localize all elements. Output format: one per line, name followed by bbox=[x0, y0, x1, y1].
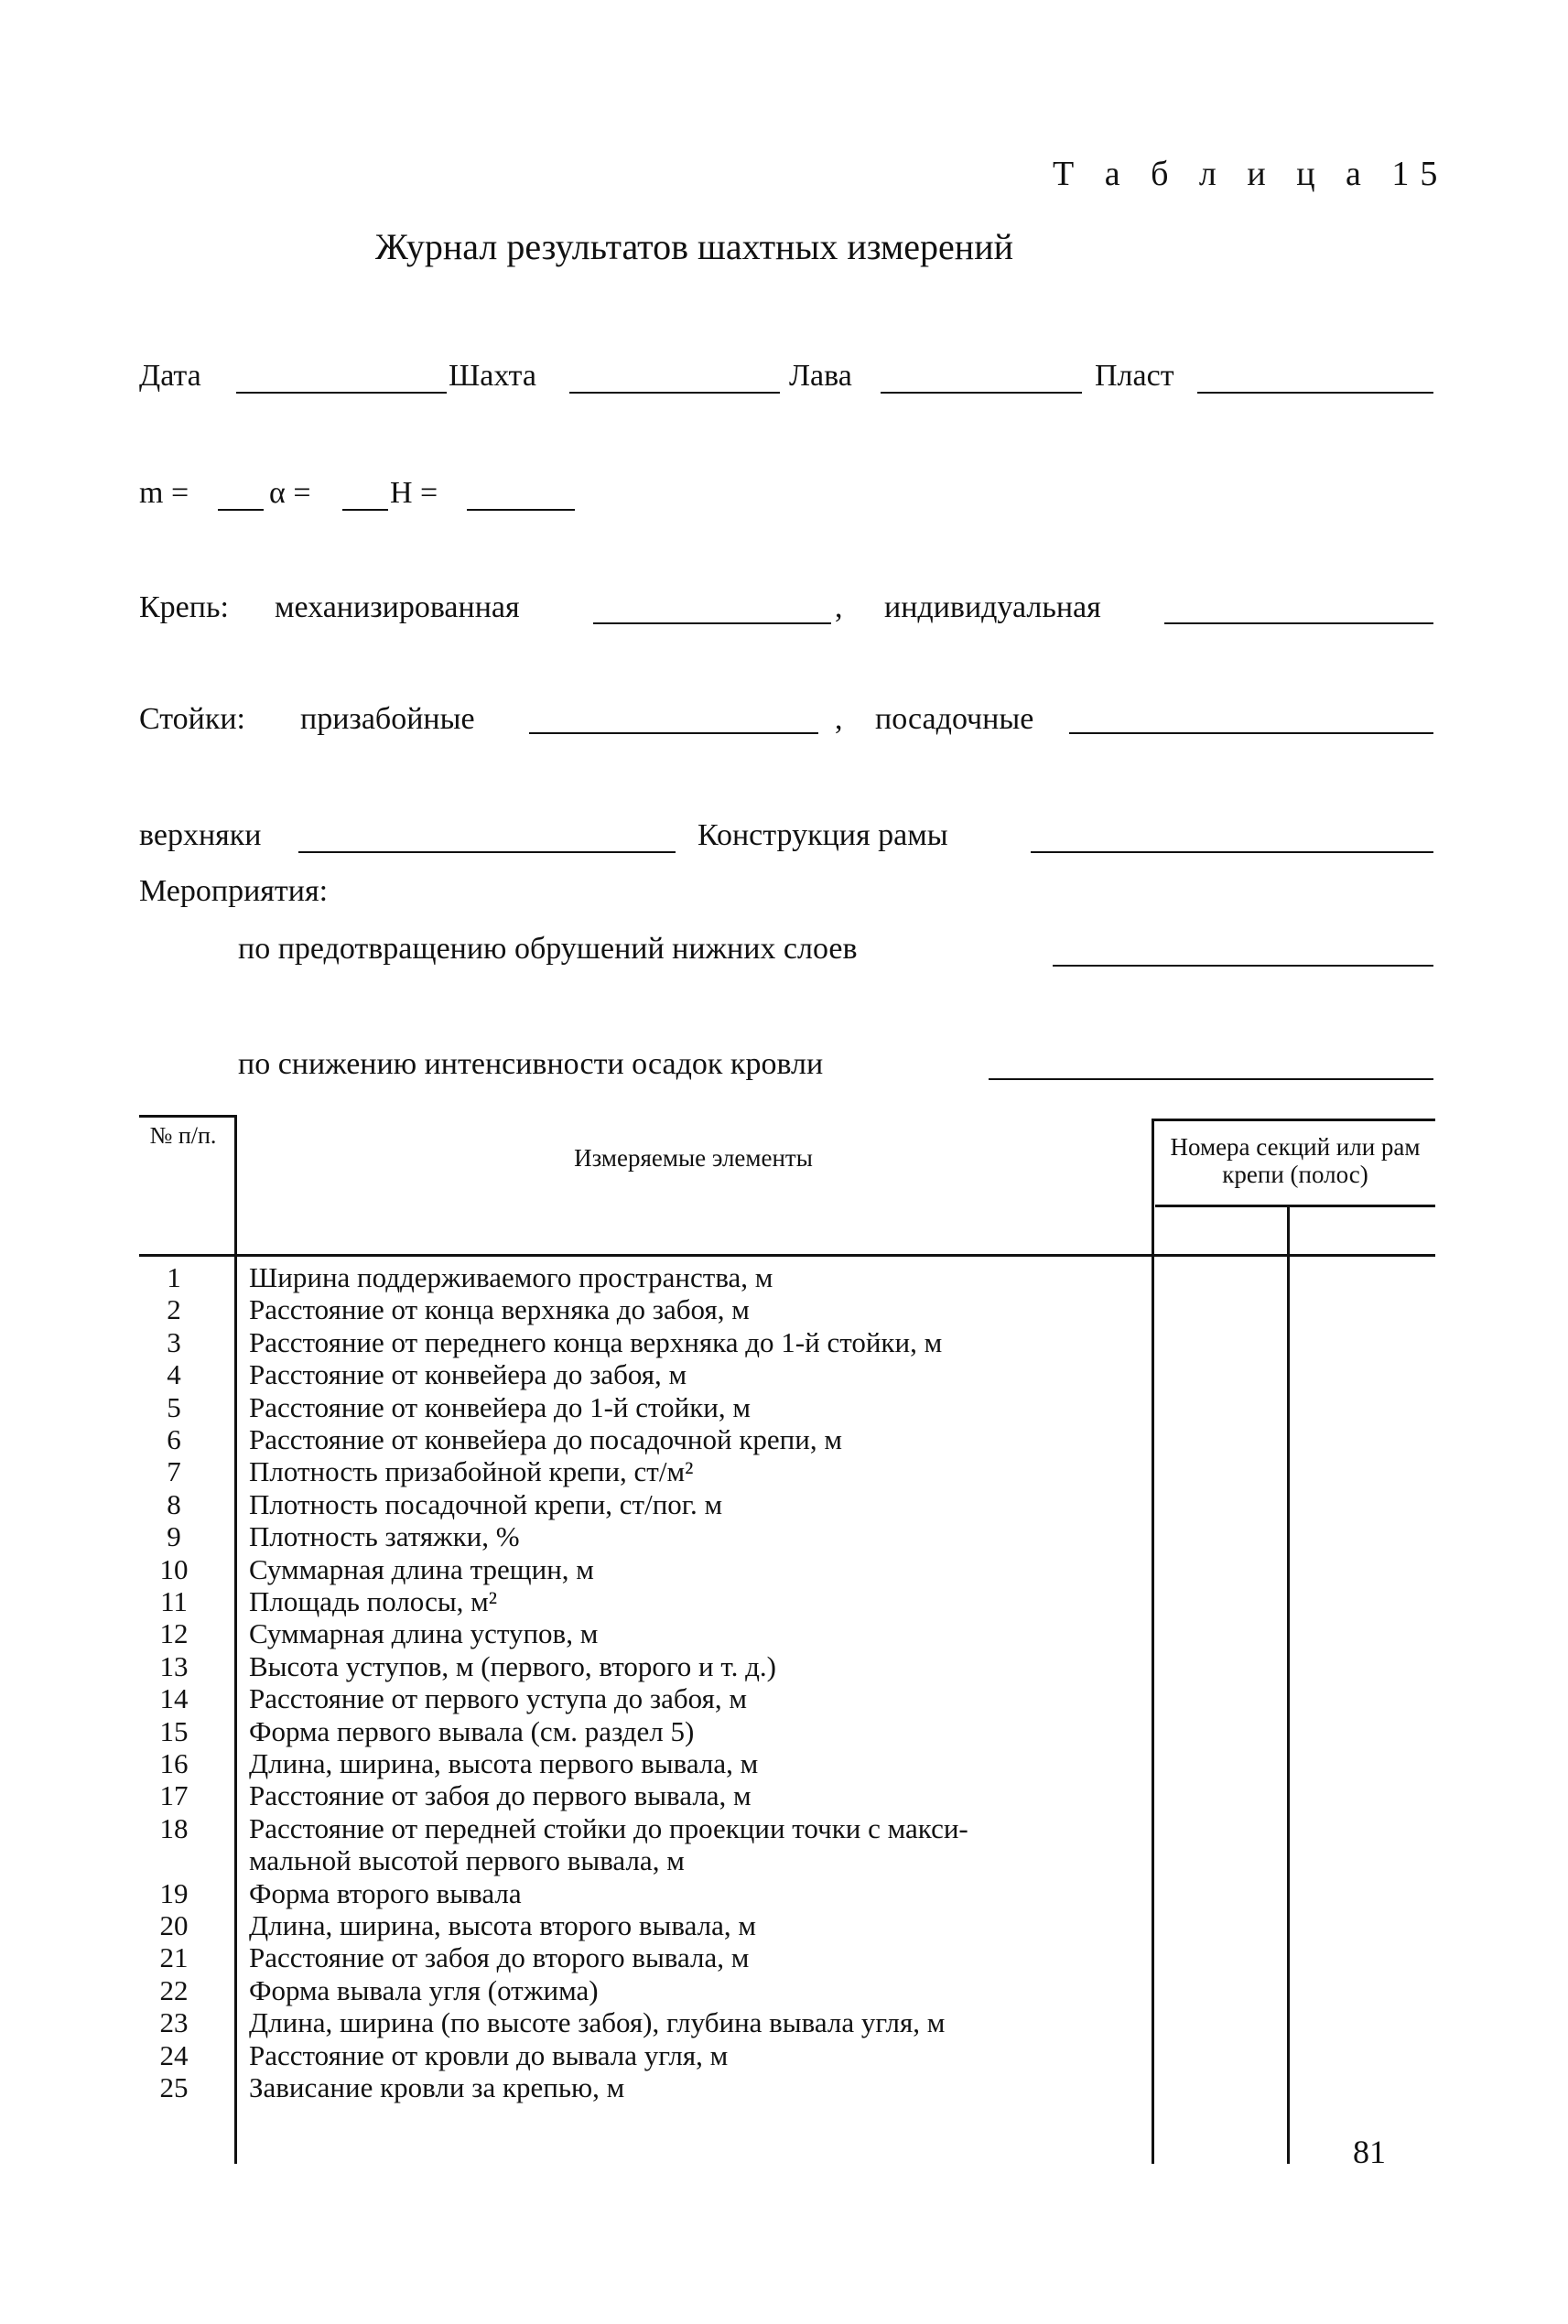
row-number: 15 bbox=[159, 1715, 189, 1747]
param-m-field[interactable] bbox=[218, 509, 264, 511]
row-number: 8 bbox=[167, 1488, 181, 1520]
row-number: 17 bbox=[159, 1779, 189, 1811]
table-top-rule-right bbox=[1153, 1119, 1435, 1121]
param-h-field[interactable] bbox=[467, 509, 575, 511]
page-title: Журнал результатов шахтных измерений bbox=[375, 226, 1014, 267]
measures-reduce-field[interactable] bbox=[989, 1078, 1433, 1080]
table-subheader-rule bbox=[1155, 1205, 1435, 1207]
row-number: 13 bbox=[159, 1650, 189, 1682]
row-element-text: Расстояние от конвейера до посадочной крепи, м bbox=[249, 1423, 842, 1455]
param-alpha-field[interactable] bbox=[342, 509, 388, 511]
frame-field[interactable] bbox=[1031, 851, 1433, 853]
row-number: 12 bbox=[159, 1617, 189, 1649]
row-element-text: Расстояние от первого уступа до забоя, м bbox=[249, 1682, 747, 1714]
props-breaker-label: посадочные bbox=[875, 702, 1034, 736]
table-divider-elements bbox=[1152, 1119, 1154, 2164]
param-h-label: H = bbox=[390, 476, 438, 510]
row-number: 7 bbox=[167, 1455, 181, 1487]
props-label: Стойки: bbox=[139, 702, 245, 736]
row-number: 3 bbox=[167, 1326, 181, 1358]
col-elements-header: Измеряемые элементы bbox=[574, 1144, 813, 1172]
row-element-text: Расстояние от конвейера до 1-й стойки, м bbox=[249, 1391, 751, 1423]
row-element-text: Форма первого вывала (см. раздел 5) bbox=[249, 1715, 695, 1747]
row-number: 19 bbox=[159, 1877, 189, 1909]
row-element-text: Суммарная длина уступов, м bbox=[249, 1617, 599, 1649]
table-header-rule bbox=[139, 1254, 1435, 1257]
row-element-text: Расстояние от передней стойки до проекции точки с макси- bbox=[249, 1812, 968, 1844]
row-number: 4 bbox=[167, 1358, 181, 1390]
row-element-text: Расстояние от переднего конца верхняка до 1-й стойки, м bbox=[249, 1326, 943, 1358]
row-number: 18 bbox=[159, 1812, 189, 1844]
frame-label: Конструкция рамы bbox=[697, 818, 948, 852]
row-number: 23 bbox=[159, 2006, 189, 2038]
longwall-field[interactable] bbox=[881, 392, 1082, 394]
row-element-text: Длина, ширина (по высоте забоя), глубина вывала угля, м bbox=[249, 2006, 946, 2038]
row-element-text: Плотность призабойной крепи, ст/м² bbox=[249, 1455, 694, 1487]
page-number: 81 bbox=[1353, 2134, 1386, 2170]
table-number: Т а б л и ц а 15 bbox=[1053, 155, 1449, 193]
table-divider-sections bbox=[1287, 1205, 1290, 2164]
param-alpha-label: α = bbox=[269, 476, 311, 510]
row-element-text: Расстояние от конца верхняка до забоя, м bbox=[249, 1293, 750, 1325]
row-element-text: Расстояние от забоя до второго вывала, м bbox=[249, 1941, 750, 1973]
param-m-label: m = bbox=[139, 476, 189, 510]
col-sections-header: Номера секций или рам крепи (полос) bbox=[1170, 1133, 1421, 1188]
row-number: 10 bbox=[159, 1553, 189, 1585]
support-individual-label: индивидуальная bbox=[884, 590, 1101, 624]
row-number: 22 bbox=[159, 1974, 189, 2006]
row-element-text: Форма вывала угля (отжима) bbox=[249, 1974, 599, 2006]
row-element-text: Длина, ширина, высота второго вывала, м bbox=[249, 1909, 756, 1941]
props-comma: , bbox=[835, 702, 843, 736]
measures-reduce-label: по снижению интенсивности осадок кровли bbox=[238, 1047, 824, 1081]
support-comma: , bbox=[835, 590, 843, 624]
row-element-text: Длина, ширина, высота первого вывала, м bbox=[249, 1747, 759, 1779]
row-element-text: Ширина поддерживаемого пространства, м bbox=[249, 1261, 773, 1293]
props-breaker-field[interactable] bbox=[1069, 732, 1433, 734]
row-number: 6 bbox=[167, 1423, 181, 1455]
row-number: 16 bbox=[159, 1747, 189, 1779]
caps-label: верхняки bbox=[139, 818, 262, 852]
row-number: 1 bbox=[167, 1261, 181, 1293]
row-element-text: Плотность затяжки, % bbox=[249, 1520, 520, 1552]
measures-prevent-field[interactable] bbox=[1053, 965, 1433, 967]
measures-label: Мероприятия: bbox=[139, 874, 329, 908]
row-number: 2 bbox=[167, 1293, 181, 1325]
measures-prevent-label: по предотвращению обрушений нижних слоев bbox=[238, 932, 858, 966]
row-element-text: Расстояние от кровли до вывала угля, м bbox=[249, 2039, 729, 2071]
support-mechanized-field[interactable] bbox=[593, 622, 831, 624]
row-number: 21 bbox=[159, 1941, 189, 1973]
table-divider-no bbox=[234, 1115, 237, 2164]
caps-field[interactable] bbox=[298, 851, 676, 853]
row-element-text: Расстояние от конвейера до забоя, м bbox=[249, 1358, 687, 1390]
longwall-label: Лава bbox=[789, 359, 852, 393]
seam-field[interactable] bbox=[1197, 392, 1433, 394]
row-element-text: мальной высотой первого вывала, м bbox=[249, 1844, 685, 1876]
row-number: 25 bbox=[159, 2071, 189, 2103]
table-top-rule-left bbox=[139, 1115, 234, 1118]
row-element-text: Расстояние от забоя до первого вывала, м bbox=[249, 1779, 752, 1811]
row-element-text: Зависание кровли за крепью, м bbox=[249, 2071, 625, 2103]
row-number: 11 bbox=[160, 1585, 188, 1617]
row-number: 5 bbox=[167, 1391, 181, 1423]
mine-label: Шахта bbox=[449, 359, 536, 393]
date-field[interactable] bbox=[236, 392, 447, 394]
row-number: 24 bbox=[159, 2039, 189, 2071]
support-label: Крепь: bbox=[139, 590, 229, 624]
seam-label: Пласт bbox=[1095, 359, 1174, 393]
props-face-field[interactable] bbox=[529, 732, 818, 734]
props-face-label: призабойные bbox=[300, 702, 475, 736]
row-element-text: Форма второго вывала bbox=[249, 1877, 522, 1909]
row-element-text: Площадь полосы, м² bbox=[249, 1585, 498, 1617]
mine-field[interactable] bbox=[569, 392, 780, 394]
row-number: 14 bbox=[159, 1682, 189, 1714]
col-no-header: № п/п. bbox=[149, 1122, 217, 1149]
support-mechanized-label: механизированная bbox=[275, 590, 520, 624]
date-label: Дата bbox=[139, 359, 201, 393]
row-number: 20 bbox=[159, 1909, 189, 1941]
row-element-text: Плотность посадочной крепи, ст/пог. м bbox=[249, 1488, 723, 1520]
row-number: 9 bbox=[167, 1520, 181, 1552]
row-element-text: Суммарная длина трещин, м bbox=[249, 1553, 594, 1585]
row-element-text: Высота уступов, м (первого, второго и т. д.) bbox=[249, 1650, 776, 1682]
support-individual-field[interactable] bbox=[1164, 622, 1433, 624]
